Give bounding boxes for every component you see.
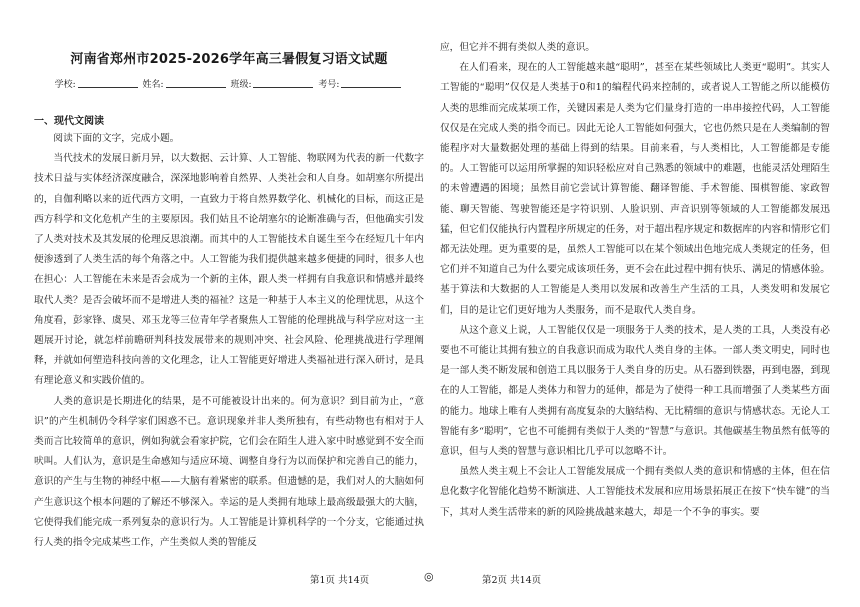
passage-paragraph: 人类的意识是长期进化的结果，是不可能被设计出来的。何为意识？到目前为止，“意识”的产生机制仍令科学家们困惑不已。意识现象并非人类所独有，有些动物也有相对于人类而言比较简单的意识，例如狗就会看家护院，它们会在陌生人进入家中时感觉到不安全而吠叫。人们认为，意识是生命感知与适应环境、调整自身行为以而保护和完善自己的能力，意识的产生与生物的神经中枢——大脑有着紧密的联系。但遗憾的是，我们对人的大脑如何产生意识这个根本问题的了解还不够深入。幸运的是人类拥有地球上最高级最强大的大脑，它使得我们能完成一系列复杂的意识行为。人工智能是计算机科学的一个分支，它能通过执行人类的指令完成某些工作，产生类似人类的智能反 [34, 395, 424, 549]
name-blank[interactable] [166, 87, 226, 88]
passage-paragraph: 当代技术的发展日新月异，以大数据、云计算、人工智能、物联网为代表的新一代数字技术日益与实体经济深度融合，深深地影响着自然界、人类社会和人自身。如胡塞尔所提出的，自伽利略以来的近代西方文明，一直致力于将自然界数学化、机械化的目标，而这正是西方科学和文化危机产生的主要原因。我们姑且不论胡塞尔的论断准确与否，但他确实引发了人类对技术及其发展的伦理反思浪潮。而其中的人工智能技术自诞生至今在经短几十年内便渗透到了人类生活的每个角落之中。人工智能为我们提供越来越多便捷的同时，很多人也在担心：人工智能在未来是否会成为一个新的主体，跟人类一样拥有自我意识和情感并最终取代人类？是否会破坏而不是增进人类的福祉？这是一种基于人本主义的伦理忧思，从这个角度看，彭家锋、虞昊、邓玉龙等三位青年学者聚焦人工智能的伦理挑战与科学应对这一主题展开讨论，就怎样前瞻研判科技发展带来的规则冲突、社会风险、伦理挑战进行学理阐释，并就如何塑造科技向善的文化理念，让人工智能更好增进人类福祉进行深入研讨，是具有理论意义和实践价值的。 [34, 153, 424, 387]
page-number-right: 第2页 共14页 [482, 575, 542, 586]
passage-paragraph: 虽然人类主观上不会让人工智能发展成一个拥有类似人类的意识和情感的主体，但在信息化数字化智能化趋势不断演进、人工智能技术发展和应用场景拓展正在按下“快车键”的当下，其对人类生活带来的新的风险挑战越来越大，却是一个不争的事实。要 [440, 466, 830, 518]
class-blank[interactable] [253, 87, 313, 88]
passage-paragraph: 应，但它并不拥有类似人类的意识。 [440, 42, 595, 53]
exam-title: 河南省郑州市2025-2026学年高三暑假复习语文试题 [70, 52, 388, 67]
footer-separator: ◎ [424, 570, 434, 583]
left-column [34, 0, 424, 553]
exam-no-blank[interactable] [341, 87, 401, 88]
school-blank[interactable] [78, 87, 138, 88]
exam-no-label: 考号: [318, 80, 340, 90]
right-column [440, 0, 830, 523]
reading-instruction: 阅读下面的文字，完成小题。 [53, 133, 180, 144]
page-number-left: 第1页 共14页 [310, 575, 370, 586]
class-label: 班级: [230, 80, 252, 90]
school-label: 学校: [54, 80, 76, 90]
name-label: 姓名: [142, 80, 164, 90]
section-heading: 一、现代文阅读 [34, 116, 104, 127]
passage-paragraph: 从这个意义上说，人工智能仅仅是一项服务于人类的技术，是人类的工具，人类没有必要也不可能让其拥有独立的自我意识而成为取代人类自身的主体。一部人类文明史，同时也是一部人类不断发展和创造工具以服务于人类自身的历史。从石器到铁器，再到电器，到现在的人工智能，都是人类体力和智力的延伸，都是为了使得一种工具而增强了人类某些方面的能力。地球上唯有人类拥有高度复杂的大脑结构、无比精细的意识与情感状态。无论人工智能有多“聪明”，它也不可能拥有类似于人类的“智慧”与意识。其他碳基生物虽然有低等的意识，但与人类的智慧与意识相比几乎可以忽略不计。 [440, 324, 830, 458]
passage-paragraph: 在人们看来，现在的人工智能越来越“聪明”，甚至在某些领域比人类更“聪明”。其实人工智能的“聪明”仅仅是人类基于0和1的编程代码来控制的，或者说人工智能之所以能模仿人类的思维而完成某项工作，关键因素是人类为它们量身打造的一串串接控代码，人工智能仅仅是在完成人类的指令而已。因此无论人工智能如何强大，它也仍然只是在人类编制的智能程序对大量数据处理的基础上得到的结果。目前来看，与人类相比，人工智能都是专能的。人工智能可以运用所掌握的知识轻松应对自己熟悉的领域中的难题，也能灵活处理陌生的未曾遭遇的困境；虽然目前它尝试计算智能、翻译智能、手术智能、围棋智能、家政智能、聊天智能、驾驶智能还是字符识别、人脸识别、声音识别等领域的人工智能都发展迅猛，但它们仅能执行内置程序所规定的任务，对于超出程序规定和数据库的内容和情形它们都无法处理。更为重要的是，虽然人工智能可以在某个领域出色地完成人类规定的任务，但它们并不知道自己为什么要完成该项任务，更不会在此过程中拥有快乐、满足的情感体验。基于算法和大数据的人工智能是人类用以发展和改善生产生活的工具，人类发明和发展它们，目的是让它们更好地为人类服务，而不是取代人类自身。 [440, 62, 830, 316]
student-info-fields [34, 77, 424, 90]
